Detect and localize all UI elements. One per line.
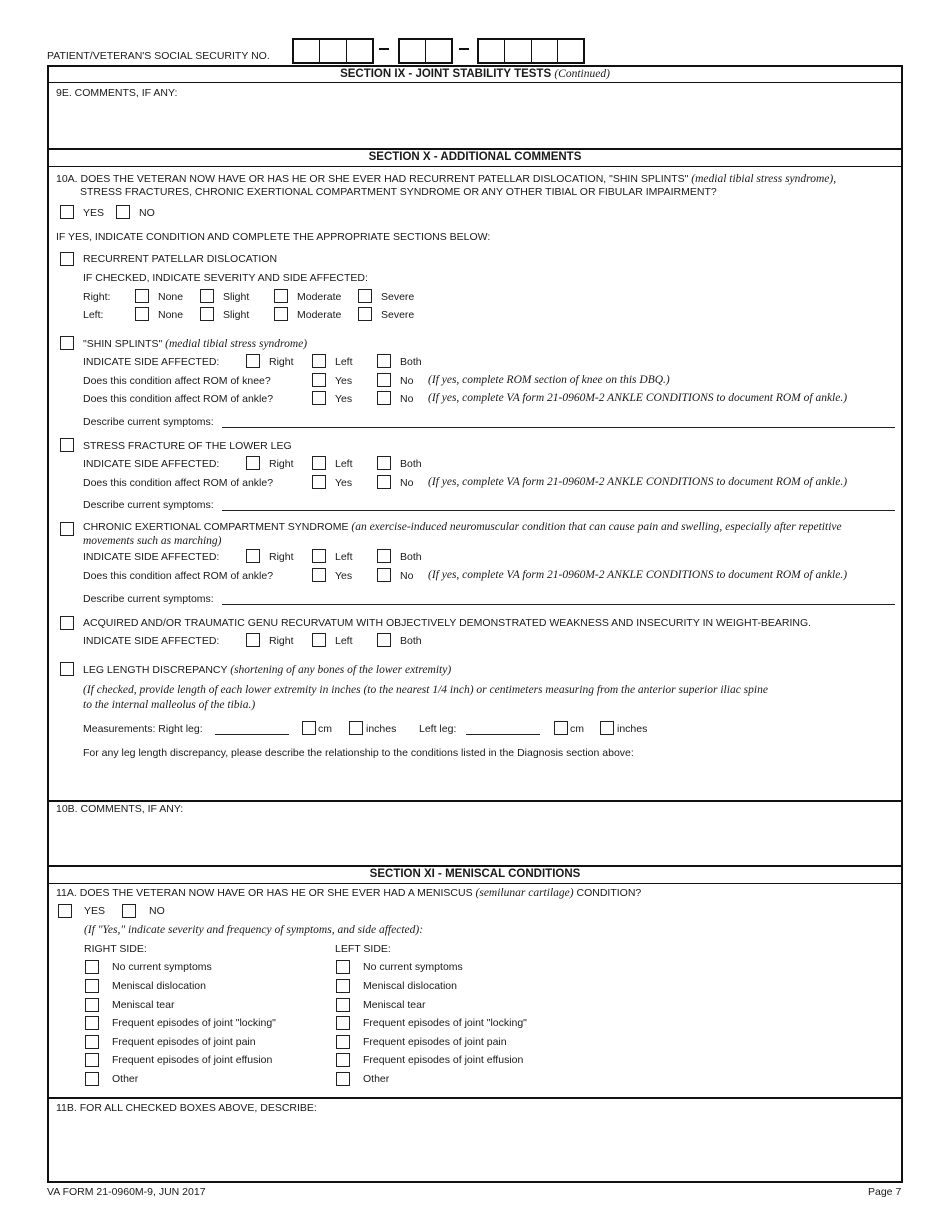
stress-both-checkbox[interactable]	[377, 456, 391, 470]
ssn-field-area[interactable]	[292, 38, 374, 64]
side-label: Right	[269, 458, 294, 470]
no-label: No	[400, 375, 414, 387]
shin-knee-yes-checkbox[interactable]	[312, 373, 326, 387]
side-label: Left	[335, 551, 353, 563]
patellar-title: RECURRENT PATELLAR DISLOCATION	[83, 253, 278, 265]
divider	[47, 1097, 903, 1099]
right-locking-checkbox[interactable]	[85, 1016, 99, 1030]
left-other-checkbox[interactable]	[336, 1072, 350, 1086]
patellar-right-none-checkbox[interactable]	[135, 289, 149, 303]
shin-left-checkbox[interactable]	[312, 354, 326, 368]
section-11-title: SECTION XI - MENISCAL CONDITIONS	[369, 868, 581, 880]
chronic-exertional-title-cont: movements such as marching)	[83, 535, 222, 547]
shin-ankle-note: (If yes, complete VA form 21-0960M-2 ANKLE CONDITIONS to document ROM of ankle.)	[428, 392, 848, 404]
no-checkbox[interactable]	[116, 205, 130, 219]
yes-label: YES	[83, 207, 105, 219]
ssn-dash	[459, 48, 469, 50]
question-10a: 10A. DOES THE VETERAN NOW HAVE OR HAS HE OR SHE EVER HAD RECURRENT PATELLAR DISLOCATION, "SHIN SPLINTS" (medial tibial stress syndrome),	[56, 173, 837, 185]
stress-right-checkbox[interactable]	[246, 456, 260, 470]
leg-length-checkbox[interactable]	[60, 662, 74, 676]
question-11b-field[interactable]	[56, 1117, 896, 1177]
symptom-label: Other	[363, 1073, 390, 1085]
comments-10b-label: 10B. COMMENTS, IF ANY:	[56, 803, 184, 815]
option-label: None	[158, 291, 184, 303]
symptom-label: Other	[112, 1073, 139, 1085]
side-label: Left	[335, 458, 353, 470]
meniscus-no-checkbox[interactable]	[122, 904, 136, 918]
left-joint-pain-checkbox[interactable]	[336, 1035, 350, 1049]
right-other-checkbox[interactable]	[85, 1072, 99, 1086]
option-label: Severe	[381, 291, 415, 303]
chronic-ankle-yes-checkbox[interactable]	[312, 568, 326, 582]
no-label: NO	[139, 207, 155, 219]
ssn-field-serial[interactable]	[477, 38, 585, 64]
inches-label: inches	[366, 723, 397, 735]
question-10a-line2: STRESS FRACTURES, CHRONIC EXERTIONAL COMPARTMENT SYNDROME OR ANY OTHER TIBIAL OR FIBULAR IMPAIRMENT?	[80, 186, 717, 198]
patellar-right-slight-checkbox[interactable]	[200, 289, 214, 303]
ssn-dash	[379, 48, 389, 50]
meniscus-instruction: (If "Yes," indicate severity and frequency of symptoms, and side affected):	[84, 924, 424, 936]
leg-length-relationship-field[interactable]	[83, 762, 895, 796]
right-joint-pain-checkbox[interactable]	[85, 1035, 99, 1049]
patellar-left-none-checkbox[interactable]	[135, 307, 149, 321]
chronic-exertional-checkbox[interactable]	[60, 522, 74, 536]
side-label: Both	[400, 356, 422, 368]
option-label: Moderate	[297, 309, 342, 321]
symptom-label: No current symptoms	[363, 961, 463, 973]
option-label: None	[158, 309, 184, 321]
right-no-symptoms-checkbox[interactable]	[85, 960, 99, 974]
symptom-label: Frequent episodes of joint pain	[112, 1036, 256, 1048]
leg-length-note: (If checked, provide length of each lower extremity in inches (to the nearest 1/4 inch) or centimeters measuring from the anterior superior iliac spine	[83, 684, 768, 696]
stress-ankle-note: (If yes, complete VA form 21-0960M-2 ANKLE CONDITIONS to document ROM of ankle.)	[428, 476, 848, 488]
patellar-right-label: Right:	[83, 291, 111, 303]
genu-recurvatum-title: ACQUIRED AND/OR TRAUMATIC GENU RECURVATUM WITH OBJECTIVELY DEMONSTRATED WEAKNESS AND INSECURITY IN WEIGHT-BEARING.	[83, 617, 812, 629]
patellar-left-moderate-checkbox[interactable]	[274, 307, 288, 321]
shin-both-checkbox[interactable]	[377, 354, 391, 368]
yes-label: Yes	[335, 393, 353, 405]
option-label: Severe	[381, 309, 415, 321]
no-label: NO	[149, 905, 165, 917]
left-no-symptoms-checkbox[interactable]	[336, 960, 350, 974]
genu-side-prompt: INDICATE SIDE AFFECTED:	[83, 635, 220, 647]
shin-knee-question: Does this condition affect ROM of knee?	[83, 375, 271, 387]
right-meniscal-tear-checkbox[interactable]	[85, 998, 99, 1012]
side-label: Left	[335, 635, 353, 647]
cm-label: cm	[318, 723, 332, 735]
stress-ankle-no-checkbox[interactable]	[377, 475, 391, 489]
side-label: Right	[269, 356, 294, 368]
side-label: Both	[400, 635, 422, 647]
option-label: Moderate	[297, 291, 342, 303]
option-label: Slight	[223, 309, 250, 321]
chronic-ankle-note: (If yes, complete VA form 21-0960M-2 ANKLE CONDITIONS to document ROM of ankle.)	[428, 569, 848, 581]
right-meniscal-dislocation-checkbox[interactable]	[85, 979, 99, 993]
form-id: VA FORM 21-0960M-9, JUN 2017	[47, 1186, 206, 1198]
patellar-left-slight-checkbox[interactable]	[200, 307, 214, 321]
yes-label: Yes	[335, 477, 353, 489]
patellar-left-severe-checkbox[interactable]	[358, 307, 372, 321]
chronic-right-checkbox[interactable]	[246, 549, 260, 563]
left-leg-inches-checkbox[interactable]	[600, 721, 614, 735]
chronic-left-checkbox[interactable]	[312, 549, 326, 563]
chronic-both-checkbox[interactable]	[377, 549, 391, 563]
symptom-label: No current symptoms	[112, 961, 212, 973]
side-label: Both	[400, 551, 422, 563]
chronic-describe-label: Describe current symptoms:	[83, 593, 214, 605]
if-yes-instruction: IF YES, INDICATE CONDITION AND COMPLETE THE APPROPRIATE SECTIONS BELOW:	[56, 231, 491, 243]
stress-ankle-yes-checkbox[interactable]	[312, 475, 326, 489]
left-meniscal-tear-checkbox[interactable]	[336, 998, 350, 1012]
comments-10b-field[interactable]	[56, 818, 896, 862]
symptom-label: Frequent episodes of joint "locking"	[363, 1017, 527, 1029]
cm-label: cm	[570, 723, 584, 735]
chronic-ankle-question: Does this condition affect ROM of ankle?	[83, 570, 274, 582]
shin-ankle-no-checkbox[interactable]	[377, 391, 391, 405]
no-label: No	[400, 570, 414, 582]
right-side-heading: RIGHT SIDE:	[84, 943, 147, 955]
yes-label: Yes	[335, 375, 353, 387]
side-label: Right	[269, 635, 294, 647]
comments-9e-field[interactable]	[56, 100, 896, 146]
left-meniscal-dislocation-checkbox[interactable]	[336, 979, 350, 993]
left-joint-effusion-checkbox[interactable]	[336, 1053, 350, 1067]
right-leg-field[interactable]	[215, 734, 289, 735]
chronic-describe-field[interactable]	[222, 604, 895, 605]
shin-right-checkbox[interactable]	[246, 354, 260, 368]
left-leg-field[interactable]	[466, 734, 540, 735]
right-leg-cm-checkbox[interactable]	[302, 721, 316, 735]
no-label: No	[400, 477, 414, 489]
left-leg-cm-checkbox[interactable]	[554, 721, 568, 735]
yes-label: YES	[84, 905, 106, 917]
section-9-title: SECTION IX - JOINT STABILITY TESTS (Continued)	[340, 68, 610, 80]
genu-both-checkbox[interactable]	[377, 633, 391, 647]
stress-describe-label: Describe current symptoms:	[83, 499, 214, 511]
divider	[47, 82, 903, 83]
shin-splints-checkbox[interactable]	[60, 336, 74, 350]
shin-ankle-question: Does this condition affect ROM of ankle?	[83, 393, 274, 405]
symptom-label: Frequent episodes of joint effusion	[112, 1054, 273, 1066]
stress-left-checkbox[interactable]	[312, 456, 326, 470]
meniscus-yes-checkbox[interactable]	[58, 904, 72, 918]
shin-ankle-yes-checkbox[interactable]	[312, 391, 326, 405]
shin-knee-no-checkbox[interactable]	[377, 373, 391, 387]
genu-recurvatum-checkbox[interactable]	[60, 616, 74, 630]
yes-checkbox[interactable]	[60, 205, 74, 219]
symptom-label: Meniscal dislocation	[112, 980, 206, 992]
shin-splints-title: "SHIN SPLINTS" (medial tibial stress syndrome)	[83, 338, 308, 350]
chronic-side-prompt: INDICATE SIDE AFFECTED:	[83, 551, 220, 563]
option-label: Slight	[223, 291, 250, 303]
chronic-exertional-title: CHRONIC EXERTIONAL COMPARTMENT SYNDROME (an exercise-induced neuromuscular condition that can cause pain and swelling, especially after repetitive	[83, 521, 842, 533]
no-label: No	[400, 393, 414, 405]
question-11b-label: 11B. FOR ALL CHECKED BOXES ABOVE, DESCRIBE:	[56, 1102, 317, 1114]
page-number: Page 7	[868, 1186, 902, 1198]
symptom-label: Meniscal tear	[363, 999, 426, 1011]
side-label: Left	[335, 356, 353, 368]
stress-fracture-title: STRESS FRACTURE OF THE LOWER LEG	[83, 440, 292, 452]
ssn-field-group[interactable]	[398, 38, 453, 64]
shin-side-prompt: INDICATE SIDE AFFECTED:	[83, 356, 220, 368]
measurements-label: Measurements: Right leg:	[83, 723, 203, 735]
side-label: Right	[269, 551, 294, 563]
divider	[47, 148, 903, 150]
symptom-label: Frequent episodes of joint "locking"	[112, 1017, 276, 1029]
section-10-title: SECTION X - ADDITIONAL COMMENTS	[368, 151, 582, 163]
leg-length-note-cont: to the internal malleolus of the tibia.)	[83, 699, 256, 711]
chronic-ankle-no-checkbox[interactable]	[377, 568, 391, 582]
right-joint-effusion-checkbox[interactable]	[85, 1053, 99, 1067]
genu-left-checkbox[interactable]	[312, 633, 326, 647]
left-leg-label: Left leg:	[419, 723, 457, 735]
left-side-heading: LEFT SIDE:	[335, 943, 391, 955]
comments-9e-label: 9E. COMMENTS, IF ANY:	[56, 87, 178, 99]
patellar-severity-prompt: IF CHECKED, INDICATE SEVERITY AND SIDE AFFECTED:	[83, 272, 368, 284]
divider	[47, 166, 903, 167]
yes-label: Yes	[335, 570, 353, 582]
inches-label: inches	[617, 723, 648, 735]
shin-knee-note: (If yes, complete ROM section of knee on this DBQ.)	[428, 374, 670, 386]
ssn-label: PATIENT/VETERAN'S SOCIAL SECURITY NO.	[47, 50, 270, 62]
symptom-label: Meniscal dislocation	[363, 980, 457, 992]
patellar-right-moderate-checkbox[interactable]	[274, 289, 288, 303]
genu-right-checkbox[interactable]	[246, 633, 260, 647]
leg-length-title: LEG LENGTH DISCREPANCY (shortening of any bones of the lower extremity)	[83, 664, 452, 676]
leg-length-relationship-label: For any leg length discrepancy, please describe the relationship to the conditions listed in the Diagnosis section above:	[83, 747, 634, 759]
divider	[47, 800, 903, 802]
symptom-label: Frequent episodes of joint effusion	[363, 1054, 524, 1066]
shin-describe-label: Describe current symptoms:	[83, 416, 214, 428]
symptom-label: Frequent episodes of joint pain	[363, 1036, 507, 1048]
patellar-left-label: Left:	[83, 309, 104, 321]
side-label: Both	[400, 458, 422, 470]
question-11a: 11A. DOES THE VETERAN NOW HAVE OR HAS HE OR SHE EVER HAD A MENISCUS (semilunar cartilage) CONDITION?	[56, 887, 642, 899]
stress-ankle-question: Does this condition affect ROM of ankle?	[83, 477, 274, 489]
divider	[47, 865, 903, 867]
shin-describe-field[interactable]	[222, 427, 895, 428]
right-leg-inches-checkbox[interactable]	[349, 721, 363, 735]
stress-describe-field[interactable]	[222, 510, 895, 511]
stress-side-prompt: INDICATE SIDE AFFECTED:	[83, 458, 220, 470]
patellar-right-severe-checkbox[interactable]	[358, 289, 372, 303]
patellar-checkbox[interactable]	[60, 252, 74, 266]
left-locking-checkbox[interactable]	[336, 1016, 350, 1030]
divider	[47, 883, 903, 884]
stress-fracture-checkbox[interactable]	[60, 438, 74, 452]
symptom-label: Meniscal tear	[112, 999, 175, 1011]
